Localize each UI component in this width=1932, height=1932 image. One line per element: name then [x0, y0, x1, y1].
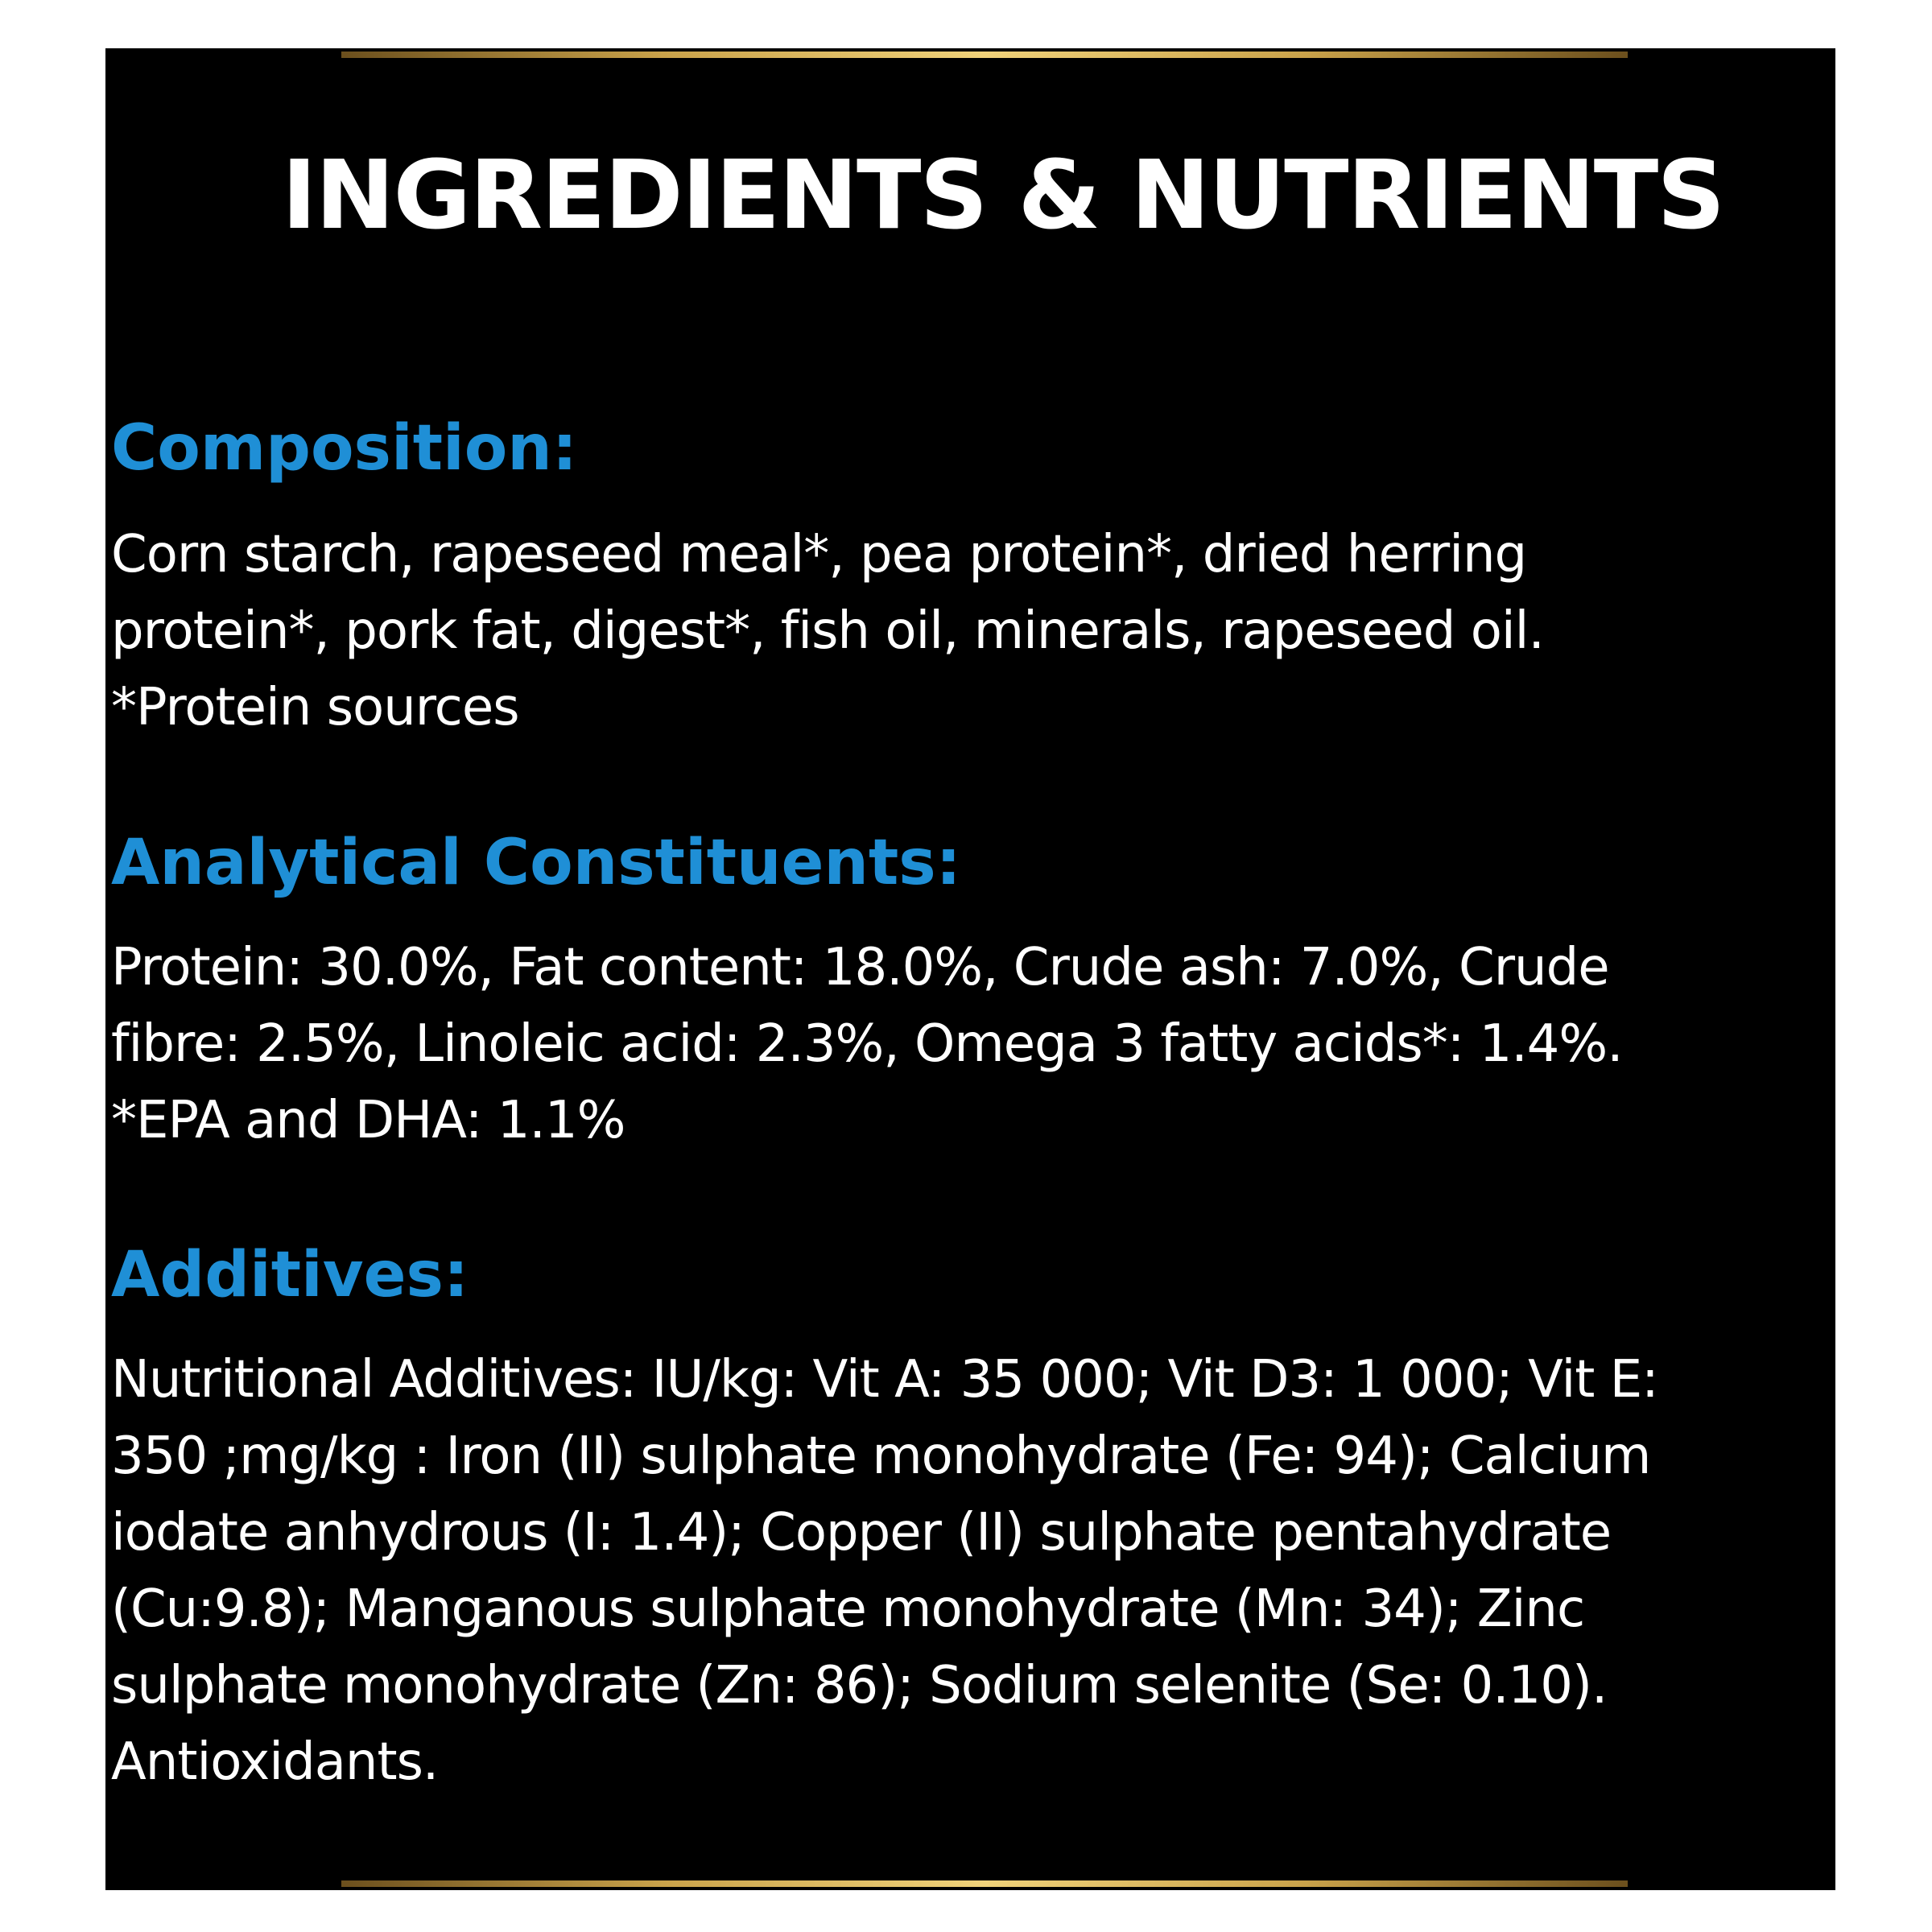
composition-line: Corn starch, rapeseed meal*, pea protein*, dried herring [111, 525, 1527, 584]
additives-line: Nutritional Additives: IU/kg: Vit A: 35 000; Vit D3: 1 000; Vit E: [111, 1350, 1658, 1410]
analytical-constituents-text [111, 930, 1834, 1159]
page-title: INGREDIENTS & NUTRIENTS [281, 139, 1724, 250]
ingredients-panel [105, 48, 1835, 1890]
analytical-constituents-heading: Analytical Constituents: [111, 827, 961, 899]
bottom-gold-rule [341, 1880, 1628, 1887]
additives-line: Antioxidants. [111, 1732, 439, 1792]
additives-line: 350 ;mg/kg : Iron (II) sulphate monohydrate (Fe: 94); Calcium [111, 1426, 1651, 1486]
top-gold-rule [341, 52, 1628, 58]
additives-line: sulphate monohydrate (Zn: 86); Sodium selenite (Se: 0.10). [111, 1656, 1608, 1715]
additives-line: iodate anhydrous (I: 1.4); Copper (II) sulphate pentahydrate [111, 1503, 1612, 1563]
analytical-line: Protein: 30.0%, Fat content: 18.0%, Crude ash: 7.0%, Crude [111, 938, 1609, 997]
additives-line: (Cu:9.8); Manganous sulphate monohydrate (Mn: 34); Zinc [111, 1579, 1585, 1639]
analytical-line: fibre: 2.5%, Linoleic acid: 2.3%, Omega 3 fatty acids*: 1.4%. [111, 1014, 1623, 1074]
analytical-line: *EPA and DHA: 1.1% [111, 1091, 625, 1150]
additives-heading: Additives: [111, 1239, 469, 1311]
additives-text [111, 1342, 1834, 1801]
composition-line: *Protein sources [111, 678, 519, 737]
composition-line: protein*, pork fat, digest*, fish oil, minerals, rapeseed oil. [111, 601, 1544, 661]
composition-text [111, 517, 1834, 746]
composition-heading: Composition: [111, 412, 578, 485]
